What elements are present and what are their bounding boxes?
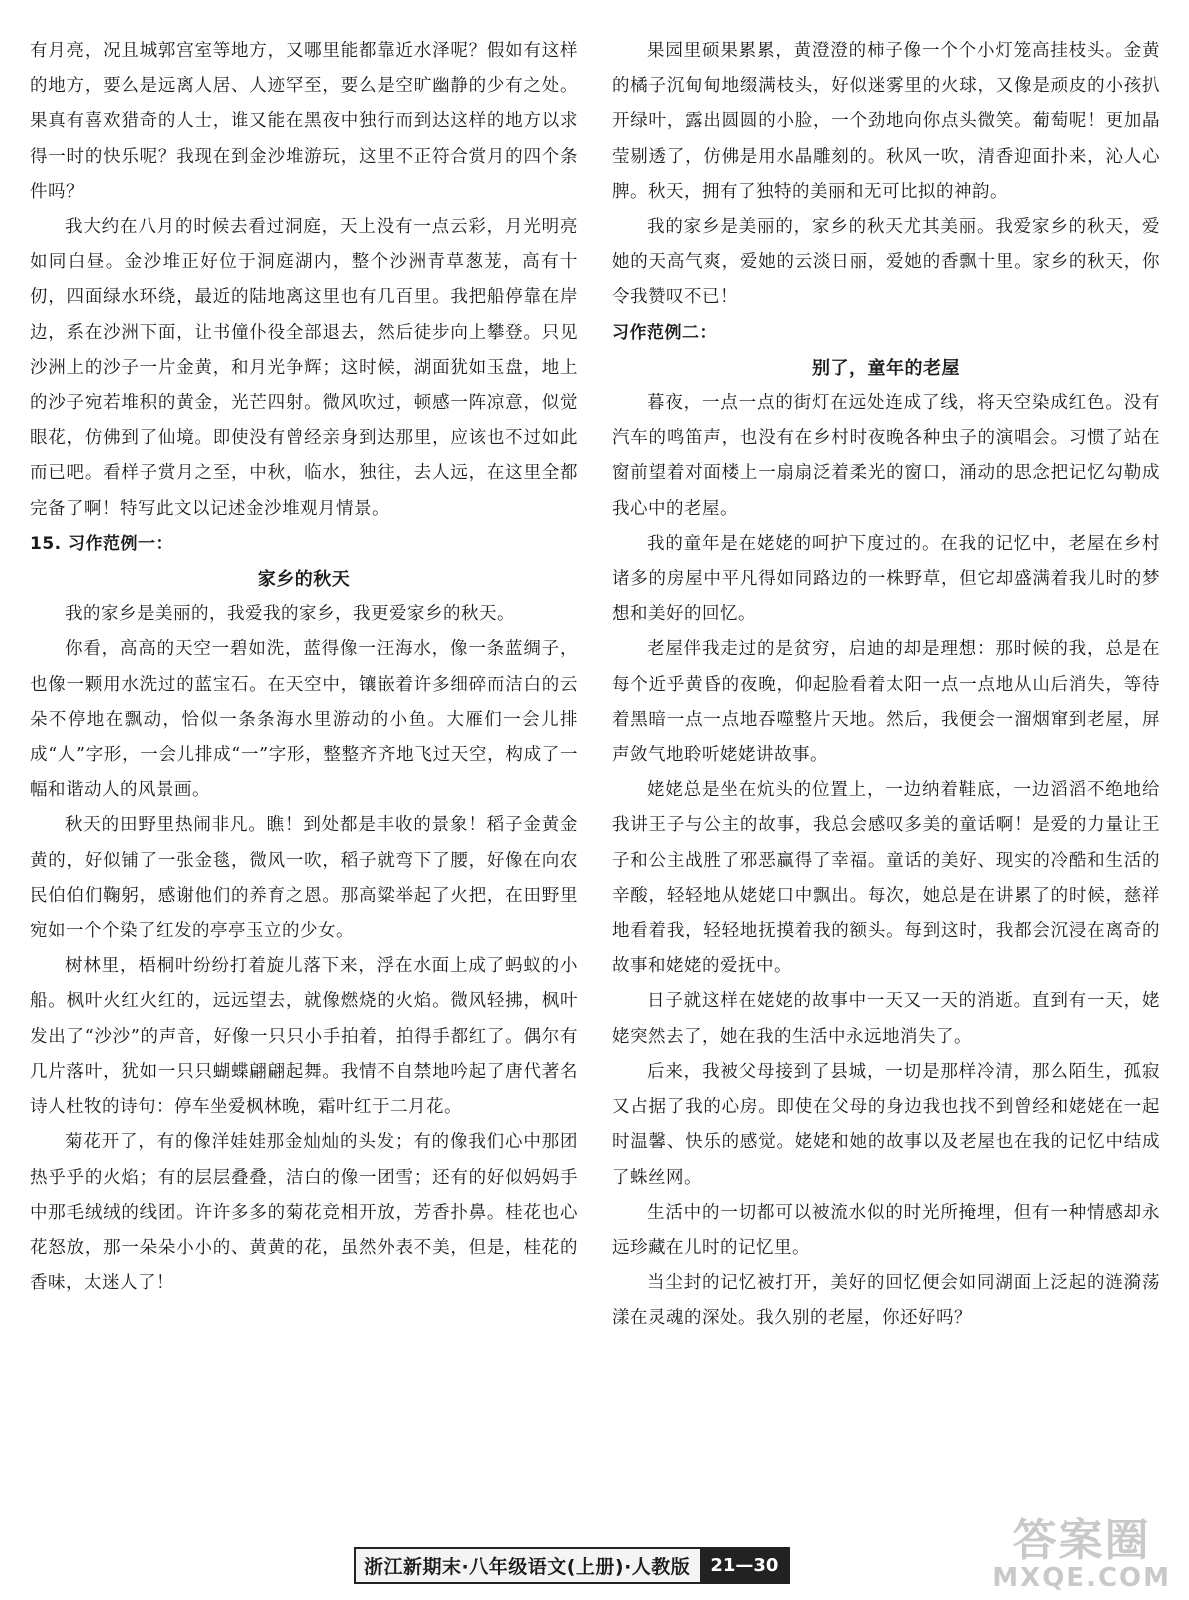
right-column: [612, 34, 1160, 1337]
paragraph: 暮夜，一点一点的街灯在远处连成了线，将天空染成红色。没有汽车的鸣笛声，也没有在乡村时夜晚各种虫子的演唱会。习惯了站在窗前望着对面楼上一扇扇泛着柔光的窗口，涌动的思念把记忆勾勒成我心中的老屋。: [612, 393, 1160, 519]
paragraph: 生活中的一切都可以被流水似的时光所掩埋，但有一种情感却永远珍藏在儿时的记忆里。: [612, 1202, 1160, 1258]
paragraph: 果园里硕果累累，黄澄澄的柿子像一个个小灯笼高挂枝头。金黄的橘子沉甸甸地缀满枝头，好似迷雾里的火球，又像是顽皮的小孩扒开绿叶，露出圆圆的小脸，一个劲地向你点头微笑。葡萄呢！更加晶莹剔透了，仿佛是用水晶雕刻的。秋风一吹，清香迎面扑来，沁人心脾。秋天，拥有了独特的美丽和无可比拟的神韵。: [612, 41, 1160, 202]
essay-title: 别了，童年的老屋: [812, 357, 960, 379]
exercise-label: 15. 习作范例一：: [30, 533, 174, 554]
paragraph: 有月亮，况且城郭宫室等地方，又哪里能都靠近水泽呢？假如有这样的地方，要么是远离人居、人迹罕至，要么是空旷幽静的少有之处。果真有喜欢猎奇的人士，谁又能在黑夜中独行而到达这样的地方以求得一时的快乐呢？我现在到金沙堆游玩，这里不正符合赏月的四个条件吗？: [30, 41, 578, 202]
paragraph: 老屋伴我走过的是贫穷，启迪的却是理想：那时候的我，总是在每个近乎黄昏的夜晚，仰起脸看着太阳一点一点地从山后消失，等待着黑暗一点一点地吞噬整片天地。然后，我便会一溜烟窜到老屋，屏声敛气地聆听姥姥讲故事。: [612, 639, 1160, 766]
paragraph: 日子就这样在姥姥的故事中一天又一天的消逝。直到有一天，姥姥突然去了，她在我的生活中永远地消失了。: [612, 991, 1160, 1047]
left-column: [30, 34, 578, 1301]
footer-title: 浙江新期末·八年级语文(上册)·人教版: [364, 1556, 691, 1578]
watermark-url: MXQE.COM: [992, 1563, 1171, 1593]
paragraph: 树林里，梧桐叶纷纷打着旋儿落下来，浮在水面上成了蚂蚁的小船。枫叶火红火红的，远远望去，就像燃烧的火焰。微风轻拂，枫叶发出了“沙沙”的声音，好像一只只小手拍着，拍得手都红了。偶尔有几片落叶，犹如一只只蝴蝶翩翩起舞。我情不自禁地吟起了唐代著名诗人杜牧的诗句：停车坐爱枫林晚，霜叶红于二月花。: [30, 956, 578, 1118]
page-footer: [354, 1547, 790, 1584]
paragraph: 秋天的田野里热闹非凡。瞧！到处都是丰收的景象！稻子金黄金黄的，好似铺了一张金毯，微风一吹，稻子就弯下了腰，好像在向农民伯伯们鞠躬，感谢他们的养育之恩。那高粱举起了火把，在田野里宛如一个个染了红发的亭亭玉立的少女。: [30, 815, 578, 942]
paragraph: 我的童年是在姥姥的呵护下度过的。在我的记忆中，老屋在乡村诸多的房屋中平凡得如同路边的一株野草，但它却盛满着我儿时的梦想和美好的回忆。: [612, 533, 1160, 625]
page-number: 21—30: [700, 1549, 788, 1582]
paragraph: 后来，我被父母接到了县城，一切是那样冷清，那么陌生，孤寂又占据了我的心房。即使在父母的身边我也找不到曾经和姥姥在一起时温馨、快乐的感觉。姥姥和她的故事以及老屋也在我的记忆中结成了蛛丝网。: [612, 1061, 1160, 1188]
exercise-label: 习作范例二：: [612, 322, 717, 343]
paragraph: 你看，高高的天空一碧如洗，蓝得像一汪海水，像一条蓝绸子，也像一颗用水洗过的蓝宝石。在天空中，镶嵌着许多细碎而洁白的云朵不停地在飘动，恰似一条条海水里游动的小鱼。大雁们一会儿排成“人”字形，一会儿排成“一”字形，整整齐齐地飞过天空，构成了一幅和谐动人的风景画。: [30, 639, 578, 801]
essay-title: 家乡的秋天: [257, 569, 351, 591]
paragraph: 菊花开了，有的像洋娃娃那金灿灿的头发；有的像我们心中那团热乎乎的火焰；有的层层叠叠，洁白的像一团雪；还有的好似妈妈手中那毛绒绒的线团。许许多多的菊花竞相开放，芳香扑鼻。桂花也心花怒放，那一朵朵小小的、黄黄的花，虽然外表不美，但是，桂花的香味，太迷人了！: [30, 1132, 578, 1294]
paragraph: 我的家乡是美丽的，我爱我的家乡，我更爱家乡的秋天。: [65, 604, 515, 625]
paragraph: 我大约在八月的时候去看过洞庭，天上没有一点云彩，月光明亮如同白昼。金沙堆正好位于洞庭湖内，整个沙洲青草葱茏，高有十仞，四面绿水环绕，最近的陆地离这里也有几百里。我把船停靠在岸边，系在沙洲下面，让书僮仆役全部退去，然后徒步向上攀登。只见沙洲上的沙子一片金黄，和月光争辉；这时候，湖面犹如玉盘，地上的沙子宛若堆积的黄金，光芒四射。微风吹过，顿感一阵凉意，似觉眼花，仿佛到了仙境。即使没有曾经亲身到达那里，应该也不过如此而已吧。看样子赏月之至，中秋，临水，独往，去人远，在这里全都完备了啊！特写此文以记述金沙堆观月情景。: [30, 217, 578, 519]
paragraph: 我的家乡是美丽的，家乡的秋天尤其美丽。我爱家乡的秋天，爱她的天高气爽，爱她的云淡日丽，爱她的香飘十里。家乡的秋天，你令我赞叹不已！: [612, 217, 1160, 308]
watermark: [992, 1515, 1171, 1593]
watermark-logo: 答案圈: [1012, 1515, 1151, 1566]
paragraph: 姥姥总是坐在炕头的位置上，一边纳着鞋底，一边滔滔不绝地给我讲王子与公主的故事，我总会感叹多美的童话啊！是爱的力量让王子和公主战胜了邪恶赢得了幸福。童话的美好、现实的冷酷和生活的辛酸，轻轻地从姥姥口中飘出。每次，她总是在讲累了的时候，慈祥地看着我，轻轻地抚摸着我的额头。每到这时，我都会沉浸在离奇的故事和姥姥的爱抚中。: [612, 780, 1160, 977]
paragraph: 当尘封的记忆被打开，美好的回忆便会如同湖面上泛起的涟漪荡漾在灵魂的深处。我久别的老屋，你还好吗？: [612, 1273, 1160, 1329]
